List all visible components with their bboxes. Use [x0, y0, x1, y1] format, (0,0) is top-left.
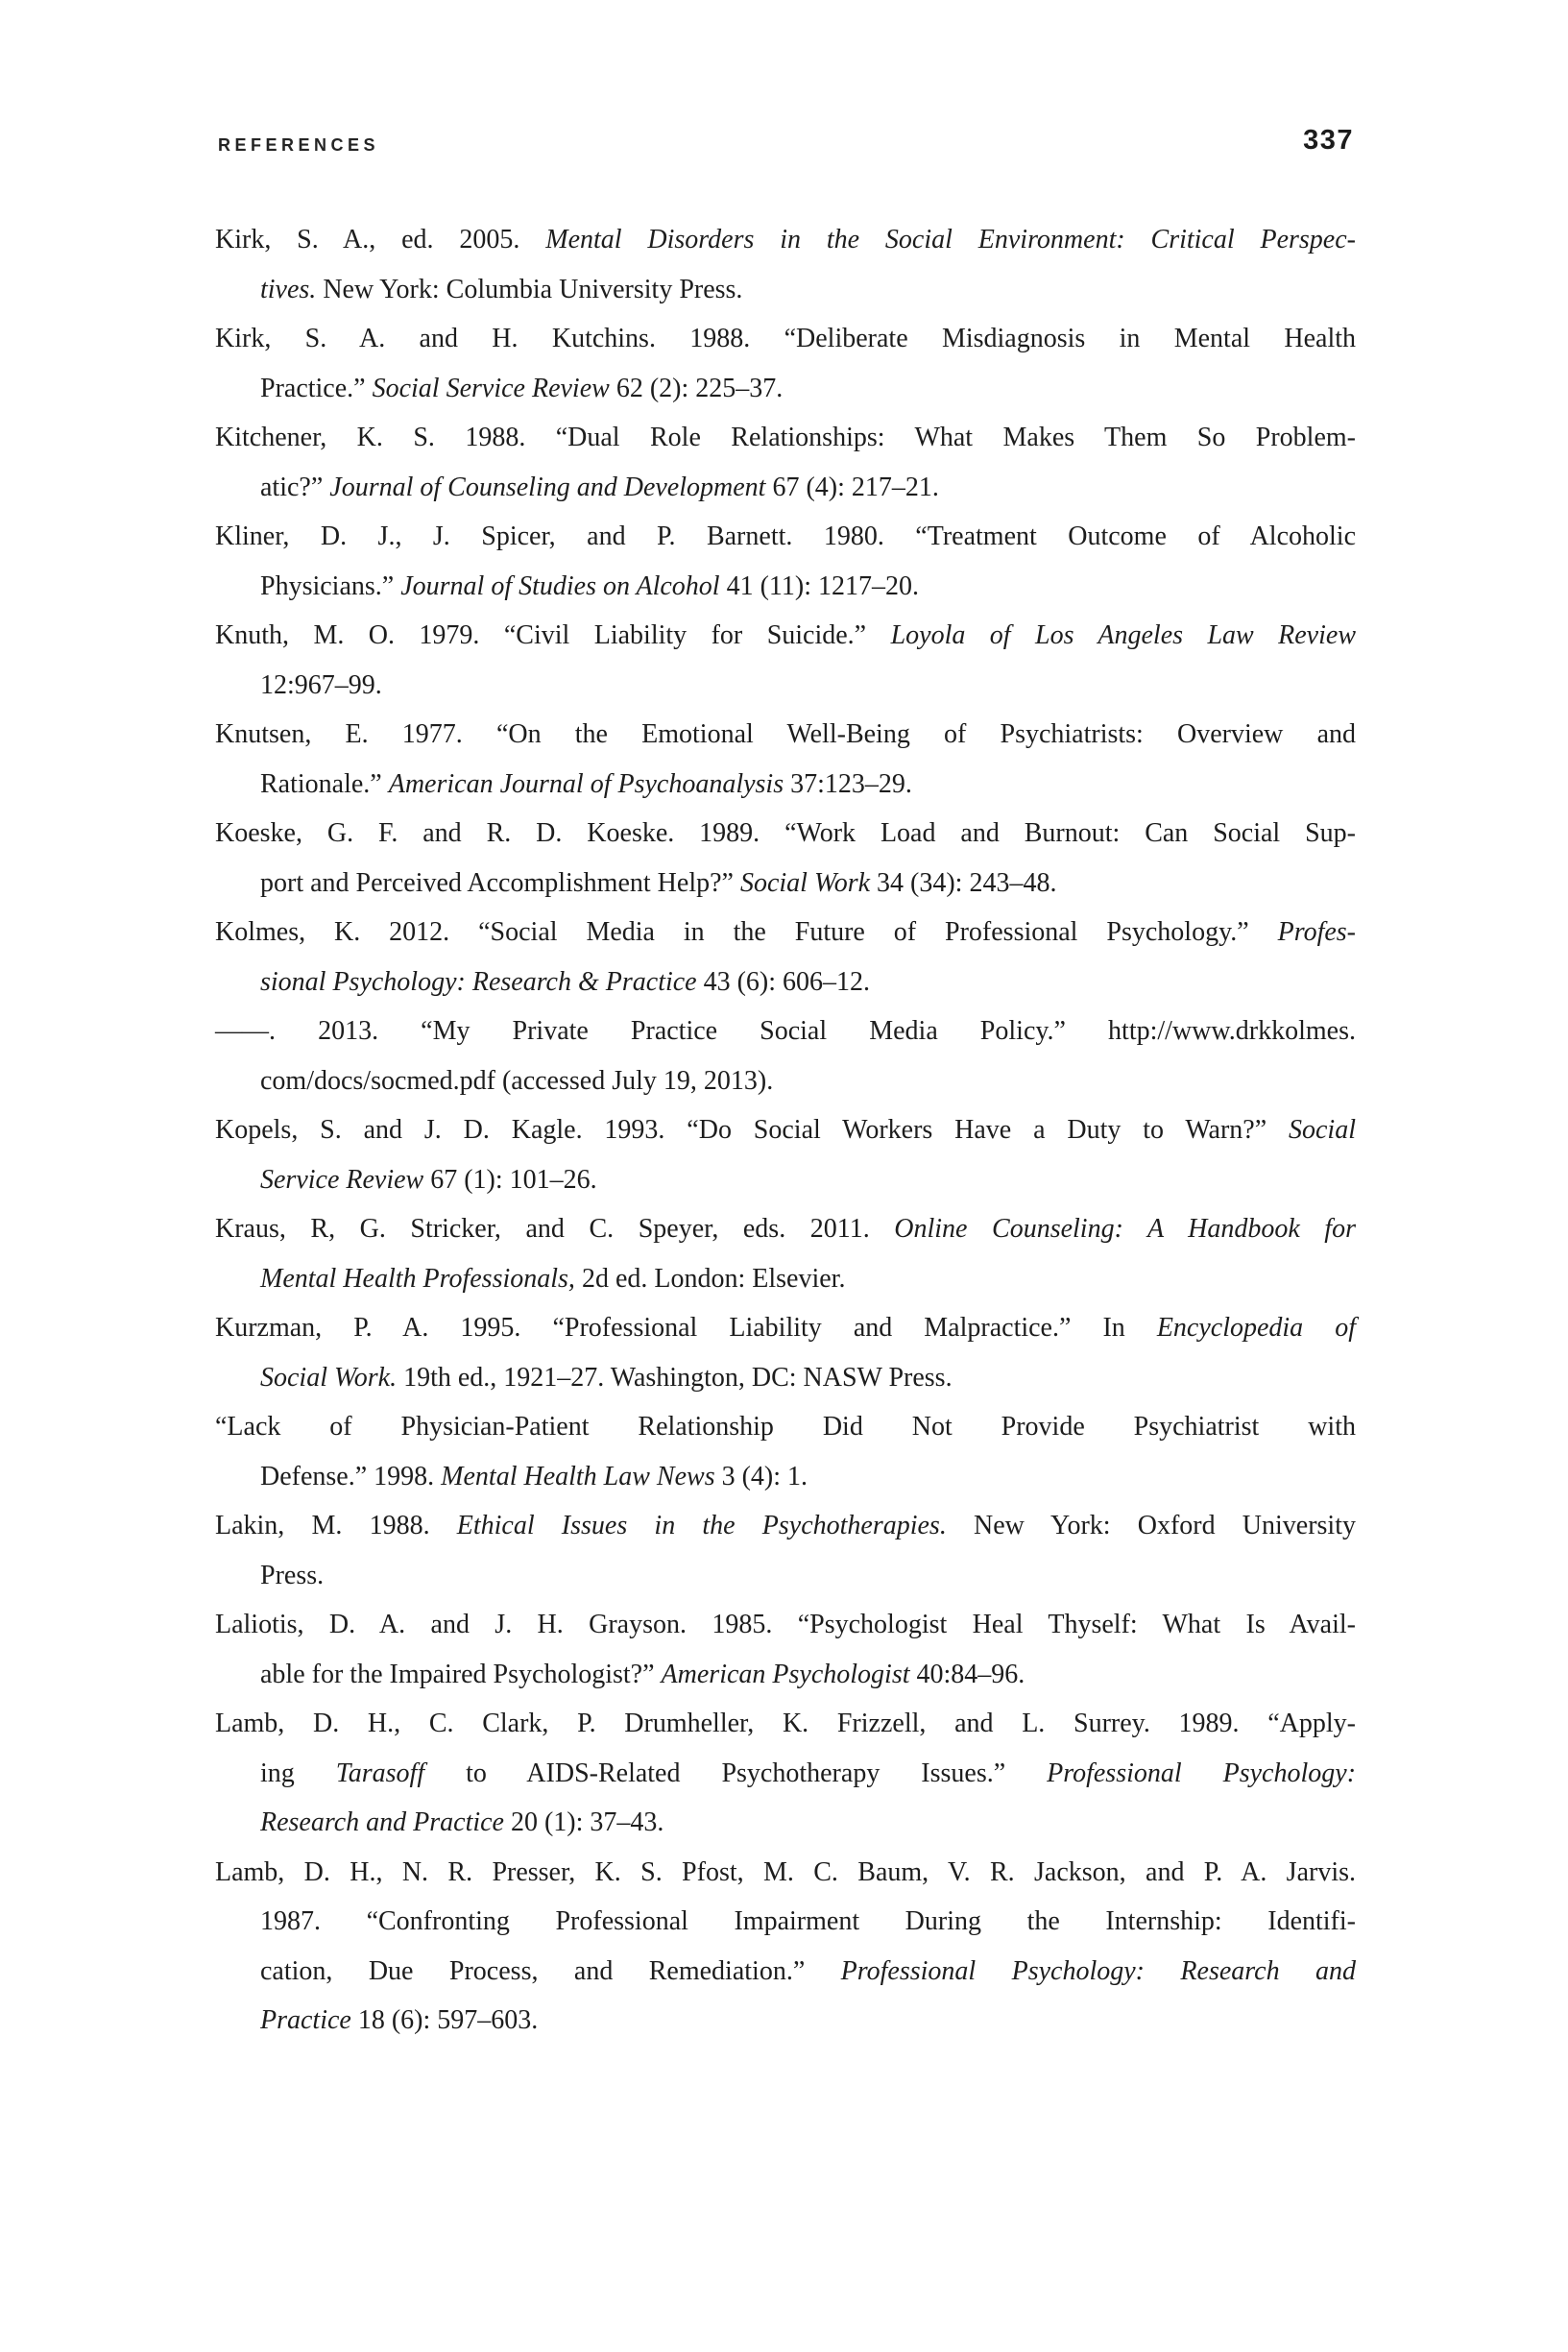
reference-text-segment: Kurzman, P. A. 1995. “Professional Liability and Malpractice.” In — [215, 1313, 1157, 1343]
reference-line — [260, 265, 1356, 315]
reference-text-segment: 1987. “Confronting Professional Impairment During the Internship: Identifi- — [260, 1906, 1356, 1936]
reference-line — [260, 1452, 1356, 1502]
reference-line — [260, 661, 1356, 711]
reference-text-segment: 34 (34): 243–48. — [870, 867, 1057, 898]
reference-text-segment: cation, Due Process, and Remediation.” — [260, 1955, 841, 1986]
reference-text-segment: 67 (4): 217–21. — [765, 472, 939, 502]
reference-title-segment: tives. — [260, 274, 317, 304]
reference-entry — [215, 710, 1356, 809]
reference-text-segment: Kirk, S. A. and H. Kutchins. 1988. “Deliberate Misdiagnosis in Mental Health — [215, 324, 1356, 353]
reference-text-segment: 37:123–29. — [784, 768, 912, 799]
reference-line — [215, 1699, 1356, 1749]
reference-title-segment: Journal of Studies on Alcohol — [400, 570, 720, 601]
reference-text-segment: Physicians.” — [260, 570, 401, 601]
running-head: REFERENCES — [218, 135, 380, 155]
reference-text-segment: Defense.” 1998. — [260, 1461, 442, 1491]
reference-line — [260, 463, 1356, 513]
reference-entry — [215, 215, 1356, 314]
reference-text-segment: 62 (2): 225–37. — [609, 373, 784, 403]
reference-text-segment: port and Perceived Accomplishment Help?” — [260, 867, 740, 898]
reference-title-segment: Ethical Issues in the Psychotherapies. — [456, 1511, 947, 1540]
reference-text-segment: com/docs/socmed.pdf (accessed July 19, 2013). — [260, 1065, 774, 1096]
reference-title-segment: Loyola of Los Angeles Law Review — [890, 620, 1356, 650]
reference-line — [215, 1105, 1356, 1155]
reference-entry — [215, 1402, 1356, 1501]
reference-line — [260, 1551, 1356, 1601]
reference-line — [215, 1848, 1356, 1898]
reference-line — [215, 512, 1356, 562]
reference-text-segment: 2d ed. London: Elsevier. — [574, 1263, 846, 1294]
reference-line — [260, 1947, 1356, 1997]
reference-line — [215, 1006, 1356, 1056]
reference-title-segment: Social Work — [739, 867, 871, 898]
reference-line — [215, 710, 1356, 760]
reference-text-segment: Kopels, S. and J. D. Kagle. 1993. “Do Social Workers Have a Duty to Warn?” — [215, 1115, 1289, 1145]
reference-line — [215, 1501, 1356, 1551]
reference-title-segment: Mental Health Law News — [441, 1461, 715, 1491]
reference-text-segment: 12:967–99. — [260, 669, 382, 700]
reference-line — [260, 1056, 1356, 1106]
reference-line — [260, 1897, 1356, 1947]
reference-text-segment: 18 (6): 597–603. — [350, 2005, 539, 2035]
reference-title-segment: American Psychologist — [661, 1659, 910, 1689]
reference-line — [260, 760, 1356, 810]
reference-text-segment: Kitchener, K. S. 1988. “Dual Role Relationships: What Makes Them So Problem- — [215, 423, 1356, 452]
reference-text-segment: Koeske, G. F. and R. D. Koeske. 1989. “Work Load and Burnout: Can Social Sup- — [215, 818, 1356, 848]
reference-line — [260, 364, 1356, 414]
reference-text-segment: able for the Impaired Psychologist?” — [260, 1659, 662, 1689]
reference-text-segment: Press. — [260, 1560, 325, 1590]
reference-text-segment: Laliotis, D. A. and J. H. Grayson. 1985. “Psychologist Heal Thyself: What Is Avail- — [215, 1610, 1356, 1639]
reference-line — [260, 859, 1356, 909]
reference-text-segment: Lamb, D. H., N. R. Presser, K. S. Pfost, M. C. Baum, V. R. Jackson, and P. A. Jarvis. — [215, 1856, 1356, 1887]
reference-entry — [215, 1501, 1356, 1600]
reference-title-segment: Social Work. — [260, 1362, 398, 1393]
reference-entry — [215, 1204, 1356, 1303]
reference-entry — [215, 1006, 1356, 1105]
reference-title-segment: Professional Psychology: Research and — [840, 1955, 1356, 1986]
reference-title-segment: Profes- — [1277, 917, 1356, 947]
reference-title-segment: sional Psychology: Research & Practice — [260, 966, 697, 997]
reference-line — [215, 611, 1356, 661]
reference-title-segment: American Journal of Psychoanalysis — [388, 768, 784, 799]
reference-entry — [215, 1105, 1356, 1204]
reference-text-segment: ——. 2013. “My Private Practice Social Media Policy.” http://www.drkkolmes. — [215, 1016, 1356, 1046]
reference-text-segment: Kolmes, K. 2012. “Social Media in the Future of Professional Psychology.” — [215, 917, 1278, 947]
reference-title-segment: Encyclopedia of — [1156, 1313, 1357, 1343]
reference-line — [215, 215, 1356, 265]
reference-title-segment: Practice — [260, 2005, 351, 2035]
page-number: 337 — [1303, 125, 1354, 156]
reference-text-segment: Rationale.” — [260, 768, 389, 799]
reference-title-segment: Online Counseling: A Handbook for — [894, 1214, 1356, 1244]
reference-entry — [215, 611, 1356, 710]
reference-title-segment: Mental Disorders in the Social Environment: Critical Perspec- — [545, 225, 1356, 255]
reference-text-segment: ing — [260, 1758, 336, 1788]
reference-title-segment: Social Service Review — [372, 373, 610, 403]
reference-line — [215, 314, 1356, 364]
reference-text-segment: Knutsen, E. 1977. “On the Emotional Well-Being of Psychiatrists: Overview and — [215, 719, 1356, 749]
reference-text-segment: 67 (1): 101–26. — [423, 1164, 597, 1195]
reference-entry — [215, 314, 1356, 413]
reference-text-segment: Kirk, S. A., ed. 2005. — [215, 225, 546, 255]
reference-text-segment: 19th ed., 1921–27. Washington, DC: NASW Press. — [397, 1362, 953, 1393]
reference-line — [260, 1254, 1356, 1304]
reference-text-segment: Lakin, M. 1988. — [215, 1511, 457, 1540]
reference-line — [215, 1303, 1356, 1353]
reference-line — [215, 1402, 1356, 1452]
references-list — [215, 215, 1356, 2046]
reference-title-segment: Service Review — [260, 1164, 424, 1195]
reference-title-segment: Research and Practice — [260, 1807, 504, 1837]
reference-text-segment: to AIDS-Related Psychotherapy Issues.” — [424, 1758, 1048, 1788]
reference-text-segment: New York: Oxford University — [946, 1511, 1356, 1540]
reference-line — [215, 1204, 1356, 1254]
reference-line — [215, 908, 1356, 958]
reference-entry — [215, 1303, 1356, 1402]
reference-text-segment: 3 (4): 1. — [714, 1461, 808, 1491]
reference-line — [260, 1155, 1356, 1205]
reference-text-segment: Lamb, D. H., C. Clark, P. Drumheller, K. Frizzell, and L. Surrey. 1989. “Apply- — [215, 1709, 1356, 1738]
reference-title-segment: Journal of Counseling and Development — [329, 472, 766, 502]
reference-entry — [215, 1848, 1356, 2046]
reference-entry — [215, 1600, 1356, 1699]
reference-line — [260, 1798, 1356, 1848]
reference-line — [215, 1600, 1356, 1650]
reference-text-segment: 20 (1): 37–43. — [503, 1807, 664, 1837]
reference-line — [260, 958, 1356, 1007]
reference-line — [260, 1650, 1356, 1700]
reference-text-segment: Knuth, M. O. 1979. “Civil Liability for Suicide.” — [215, 620, 891, 650]
reference-line — [215, 809, 1356, 859]
reference-entry — [215, 1699, 1356, 1848]
reference-text-segment: New York: Columbia University Press. — [316, 274, 743, 304]
reference-entry — [215, 809, 1356, 908]
reference-title-segment: Professional Psychology: — [1047, 1758, 1357, 1788]
reference-text-segment: atic?” — [260, 472, 330, 502]
reference-text-segment: 41 (11): 1217–20. — [719, 570, 919, 601]
reference-title-segment: Tarasoff — [335, 1758, 425, 1788]
reference-entry — [215, 413, 1356, 512]
reference-line — [215, 413, 1356, 463]
reference-text-segment: Kliner, D. J., J. Spicer, and P. Barnett. 1980. “Treatment Outcome of Alcoholic — [215, 521, 1356, 551]
reference-text-segment: Practice.” — [260, 373, 373, 403]
reference-entry — [215, 512, 1356, 611]
reference-line — [260, 1353, 1356, 1403]
reference-line — [260, 1996, 1356, 2046]
reference-title-segment: Social — [1289, 1115, 1356, 1145]
reference-line — [260, 1749, 1356, 1799]
reference-text-segment: 40:84–96. — [909, 1659, 1025, 1689]
reference-text-segment: “Lack of Physician-Patient Relationship Did Not Provide Psychiatrist with — [215, 1412, 1356, 1442]
reference-line — [260, 562, 1356, 612]
reference-title-segment: Mental Health Professionals, — [260, 1263, 575, 1294]
reference-entry — [215, 908, 1356, 1006]
reference-text-segment: Kraus, R, G. Stricker, and C. Speyer, eds. 2011. — [215, 1214, 895, 1244]
reference-text-segment: 43 (6): 606–12. — [696, 966, 871, 997]
